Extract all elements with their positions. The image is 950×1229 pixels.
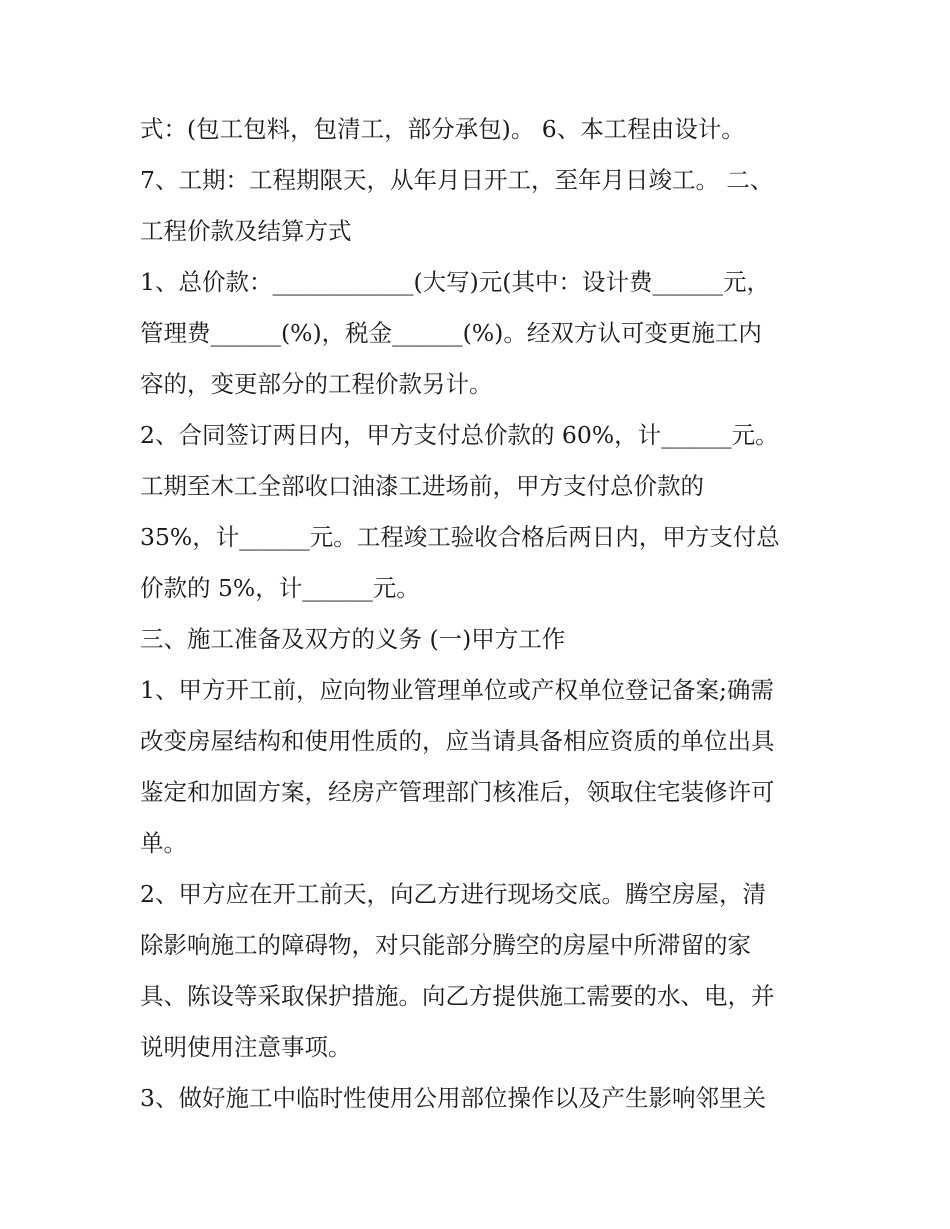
text-line: 1、总价款：____________(大写)元(其中：设计费______元，	[140, 268, 770, 296]
text-line: 3、做好施工中临时性使用公用部位操作以及产生影响邻里关	[140, 1084, 766, 1112]
text-line: 工期至木工全部收口油漆工进场前，甲方支付总价款的	[140, 472, 704, 500]
text-line: 式：(包工包料，包清工，部分承包)。 6、本工程由设计。	[140, 115, 745, 143]
text-line: 7、工期：工程期限天，从年月日开工，至年月日竣工。 二、	[140, 166, 774, 194]
contract-text	[140, 104, 820, 1124]
text-line: 35%，计______元。工程竣工验收合格后两日内，甲方支付总	[140, 523, 780, 551]
text-line: 2、甲方应在开工前天，向乙方进行现场交底。腾空房屋，清	[140, 880, 766, 908]
text-line: 管理费______(%)，税金______(%)。经双方认可变更施工内	[140, 319, 762, 347]
section-heading: 工程价款及结算方式	[140, 217, 352, 245]
text-line: 除影响施工的障碍物，对只能部分腾空的房屋中所滞留的家	[140, 931, 751, 959]
text-line: 鉴定和加固方案，经房产管理部门核准后，领取住宅装修许可	[140, 778, 775, 806]
text-line: 容的，变更部分的工程价款另计。	[140, 370, 493, 398]
text-line: 1、甲方开工前，应向物业管理单位或产权单位登记备案;确需	[140, 676, 774, 704]
text-line: 2、合同签订两日内，甲方支付总价款的 60%，计______元。	[140, 421, 779, 449]
text-line: 单。	[140, 829, 187, 857]
text-line: 说明使用注意事项。	[140, 1033, 352, 1061]
section-heading: 三、施工准备及双方的义务 (一)甲方工作	[140, 625, 566, 653]
text-line: 价款的 5%，计______元。	[140, 574, 420, 602]
text-line: 改变房屋结构和使用性质的，应当请具备相应资质的单位出具	[140, 727, 775, 755]
text-line: 具、陈设等采取保护措施。向乙方提供施工需要的水、电，并	[140, 982, 775, 1010]
